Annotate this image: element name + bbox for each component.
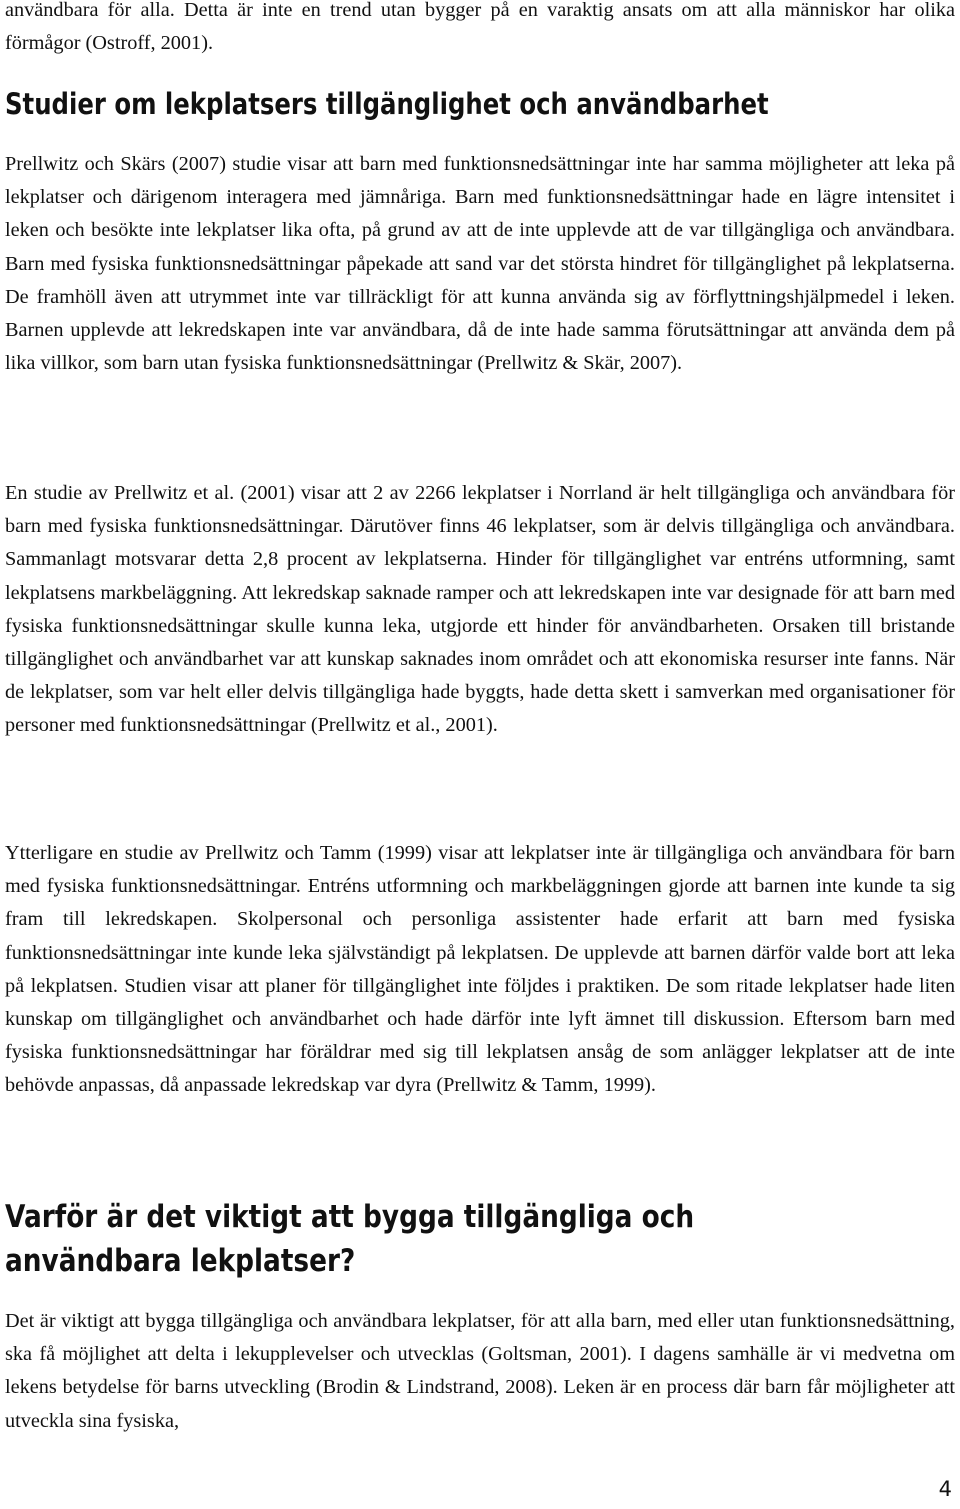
document-page	[5, 0, 955, 1509]
paragraph-why-important: Det är viktigt att bygga tillgängliga och användbara lekplatser, för att alla barn, med eller utan funktionsnedsättning, ska få möjlighet att delta i lekupplevelser och utvecklas (Goltsman, 2001). I dagens samhälle är vi medvetna om lekens betydelse för barns utveckling (Brodin & Lindstrand, 2008). Leken är en process där barn får möjligheter att utveckla sina fysiska,	[5, 1310, 955, 1432]
paragraph-prellwitz-tamm: Ytterligare en studie av Prellwitz och Tamm (1999) visar att lekplatser inte är tillgängliga och användbara för barn med fysiska funktionsnedsättningar. Entréns utformning och markbeläggningen gjorde att barnen inte kunde ta sig fram till lekredskapen. Skolpersonal och personliga assistenter hade erfarit att barn med fysiska funktionsnedsättningar inte kunde leka självständigt på lekplatsen. De upplevde att barnen därför valde bort att leka på lekplatsen. Studien visar att planer för tillgänglighet inte följdes i praktiken. De som ritade lekplatser hade liten kunskap om tillgänglighet och användbarhet och hade därför inte lyft ämnet till diskussion. Eftersom barn med fysiska funktionsnedsättningar har föräldrar med sig till lekplatsen ansåg de som anlägger lekplatser att de inte behövde anpassas, då anpassade lekredskap var dyra (Prellwitz & Tamm, 1999).	[5, 842, 955, 1097]
paragraph-intro-end: användbara för alla. Detta är inte en trend utan bygger på en varaktig ansats om att alla människor har olika förmågor (Ostroff, 2001).	[5, 0, 955, 55]
paragraph-prellwitz-skar: Prellwitz och Skärs (2007) studie visar att barn med funktionsnedsättningar inte har samma möjligheter att leka på lekplatser och därigenom interagera med jämnåriga. Barn med funktionsnedsättningar hade en lägre intensitet i leken och besökte inte lekplatser lika ofta, på grund av att de inte upplevde att de var tillgängliga och användbara. Barn med fysiska funktionsnedsättningar påpekade att sand var det största hindret för tillgänglighet på lekplatserna. De framhöll även att utrymmet inte var tillräckligt för att kunna använda sig av förflyttningshjälpmedel i leken. Barnen upplevde att lekredskapen inte var användbara, då de inte hade samma förutsättningar att använda dem på lika villkor, som barn utan fysiska funktionsnedsättningar (Prellwitz & Skär, 2007).	[5, 153, 955, 375]
paragraph-prellwitz-2001: En studie av Prellwitz et al. (2001) visar att 2 av 2266 lekplatser i Norrland är helt tillgängliga och användbara för barn med fysiska funktionsnedsättningar. Därutöver finns 46 lekplatser, som är delvis tillgängliga och användbara. Sammanlagt motsvarar detta 2,8 procent av lekplatserna. Hinder för tillgänglighet var entréns utformning, samt lekplatsens markbeläggning. Att lekredskap saknade ramper och att lekredskapen inte var designade för att barn med fysiska funktionsnedsättningar skulle kunna leka, utgjorde ett hinder för användbarheten. Orsaken till bristande tillgänglighet och användbarhet var att kunskap saknades inom området och att ekonomiska resurser inte fanns. När de lekplatser, som var helt eller delvis tillgängliga hade byggts, hade detta skett i samverkan med organisationer för personer med funktionsnedsättningar (Prellwitz et al., 2001).	[5, 482, 955, 737]
section-heading-why: Varför är det viktigt att bygga tillgängliga och användbara lekplatser?	[5, 1199, 695, 1279]
page-number: 4	[938, 1477, 952, 1501]
section-heading-studies: Studier om lekplatsers tillgänglighet och användbarhet	[5, 87, 769, 121]
